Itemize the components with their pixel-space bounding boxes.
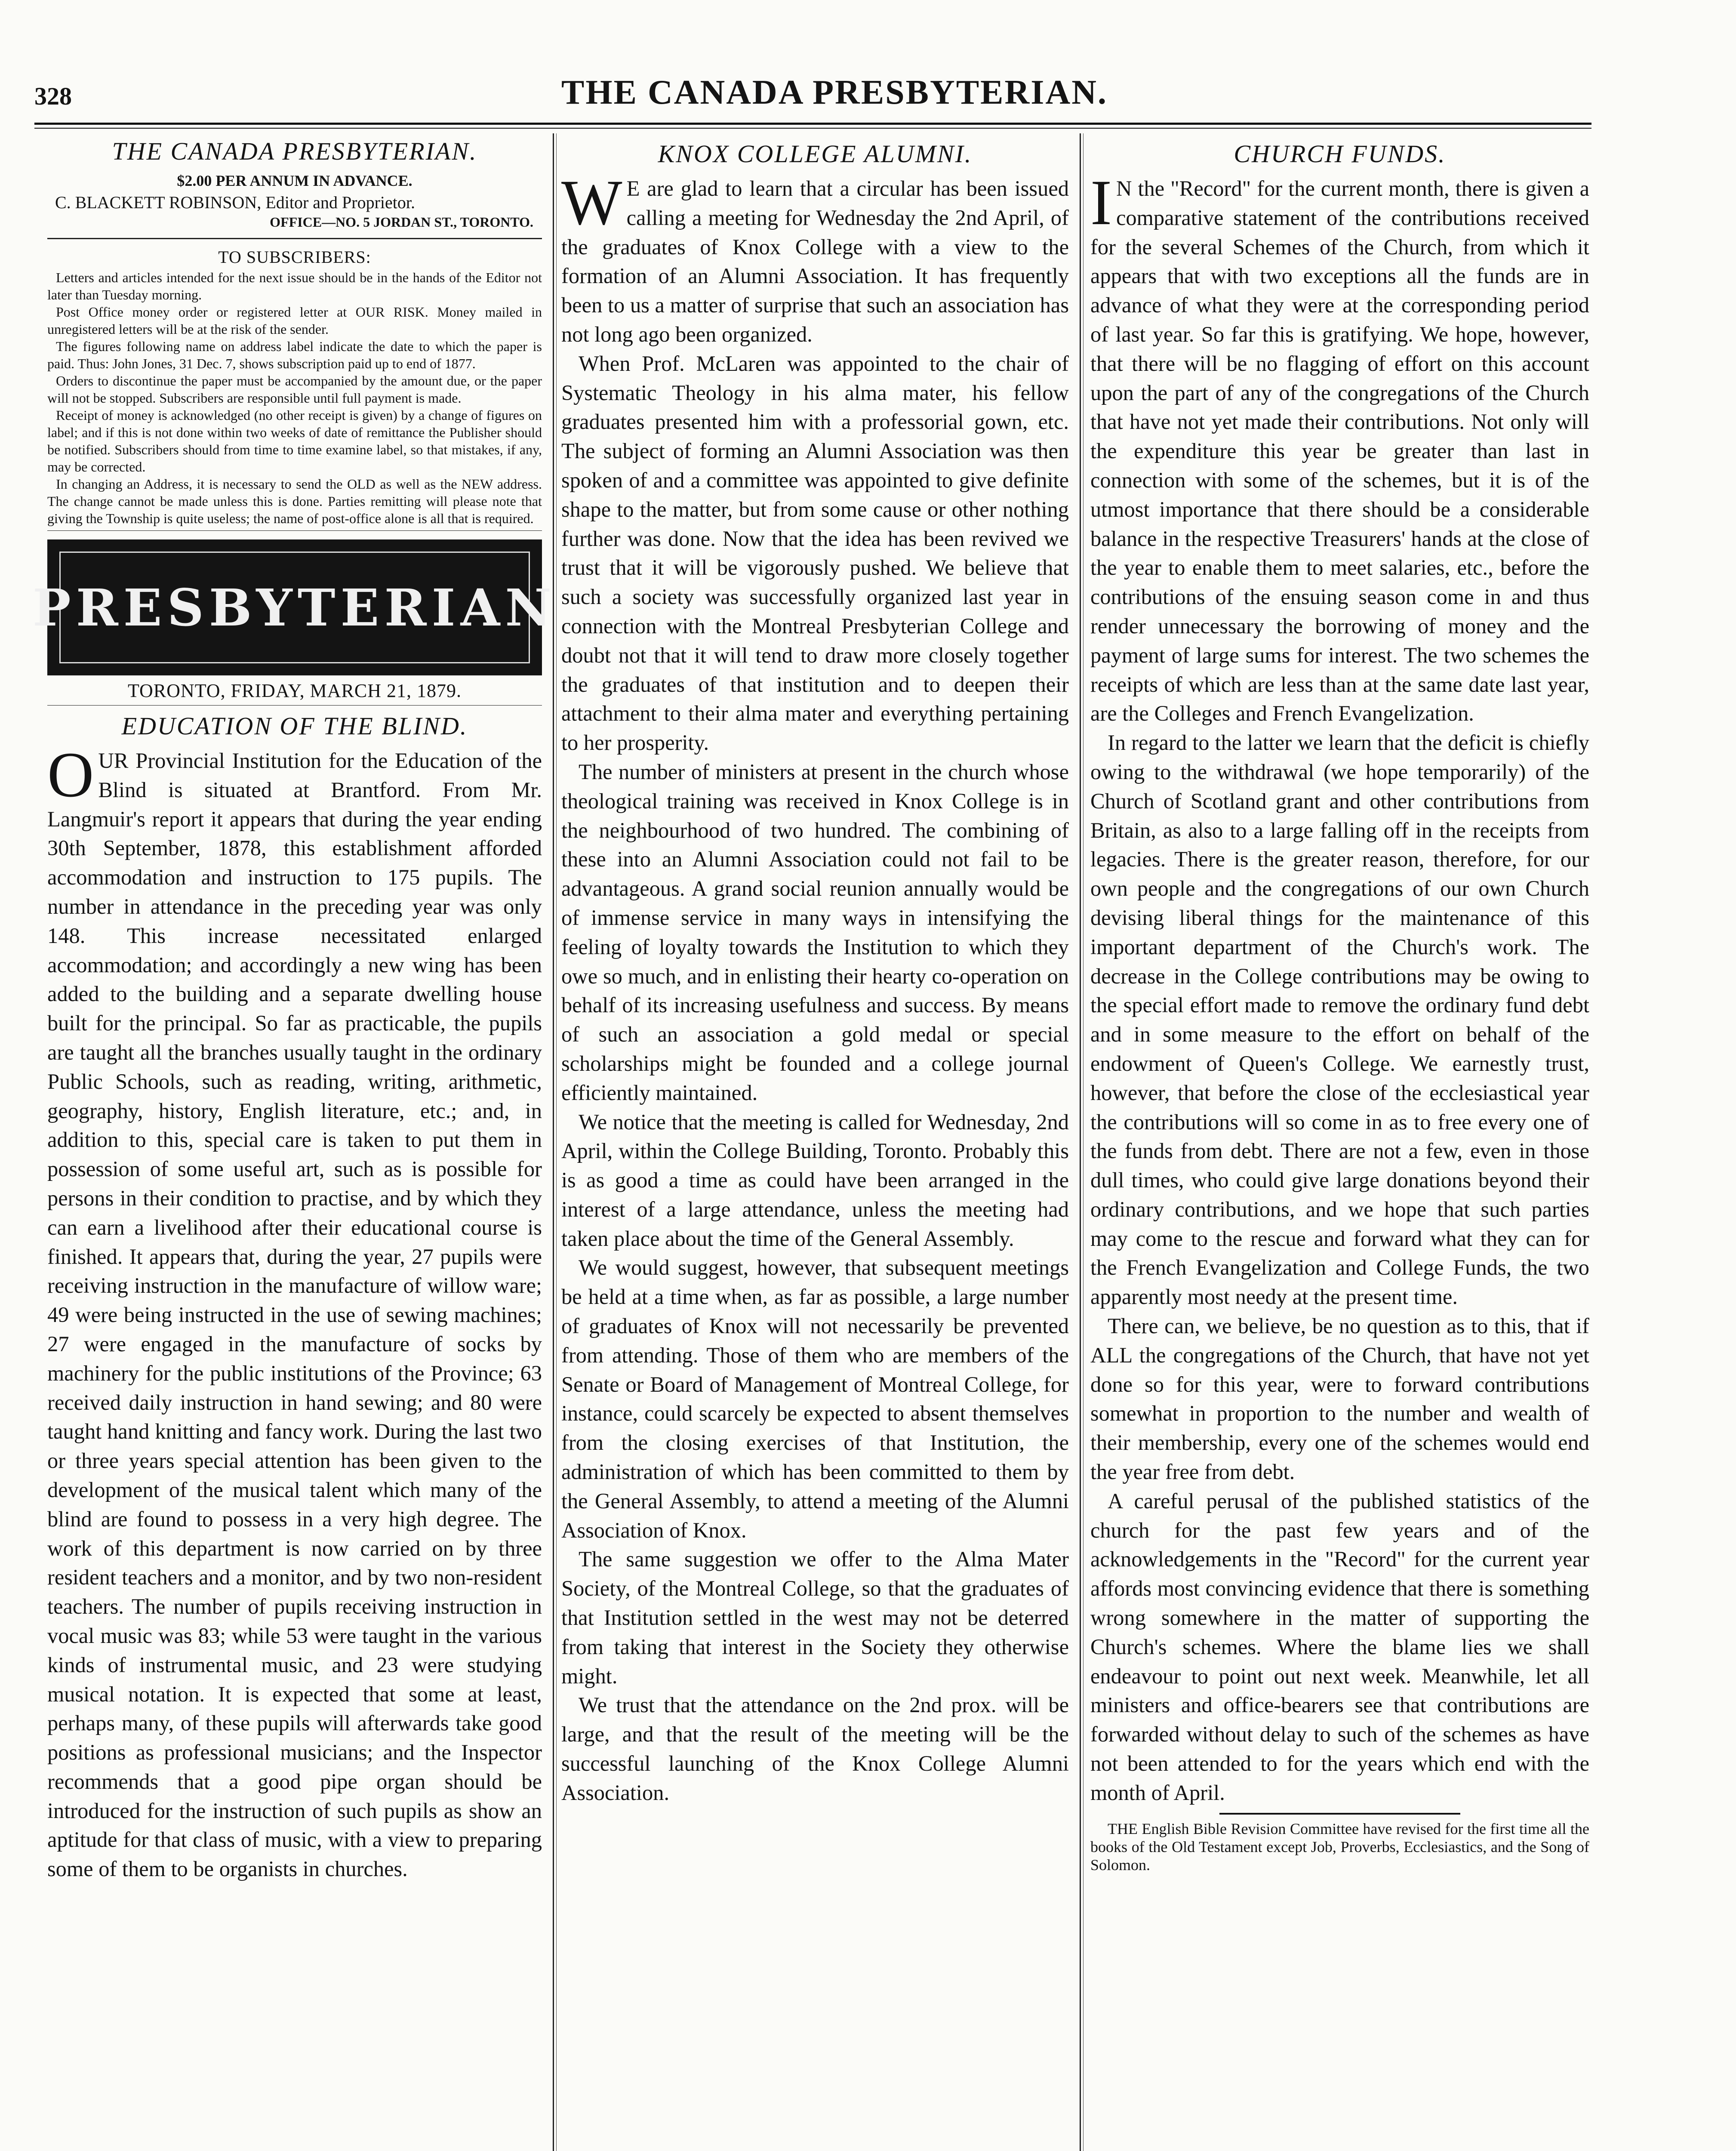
note-rule [1219, 1813, 1460, 1815]
column-divider [553, 133, 554, 2151]
article-paragraph: The number of ministers at present in the church whose theological training was received in Knox College is in the neighbourhood of two hundred. The combining of these into an Alumni Association could not fail to be advantageous. A grand social reunion annually would be of immense service in many ways in intensifying the feeling of loyalty towards the Institution to which they owe so much, and in enlisting their hearty co-operation on behalf of its increasing usefulness and success. By means of such an association a gold medal or special scholarships might be founded and a college journal efficiently maintained. [561, 759, 1069, 1105]
article-paragraph: We notice that the meeting is called for Wednesday, 2nd April, within the College Building, Toronto. Probably this is as good a time as could have been arranged in the interest of a large attendance, unless the meeting had taken place about the time of the General Assembly. [561, 1109, 1069, 1251]
header-rule-thin [34, 128, 1591, 129]
article-paragraph: OUR Provincial Institution for the Education of the Blind is situated at Brantford. From Mr. Langmuir's report it appears that during the year ending 30th September, 1878, this establishment afforded accommodation and instruction to 175 pupils. The number in attendance in the preceding year was only 148. This increase necessitated enlarged accommodation; and accordingly a new wing has been added to the building and a separate dwelling house built for the principal. So far as practicable, the pupils are taught all the branches usually taught in the ordinary Public Schools, such as reading, writing, arithmetic, geography, history, English literature, etc.; and, in addition to this, special care is taken to put them in possession of some useful art, such as is possible for persons in their condition to practise, and by which they can earn a livelihood after their educational course is finished. It appears that, during the year, 27 pupils were receiving instruction in the manufacture of willow ware; 49 were being instructed in the use of sewing machines; 27 were engaged in the manufacture of socks by machinery for the public institutions of the Province; 63 received daily instruction in hand sewing; and 80 were taught hand knitting and fancy work. During the last two or three years special attention has been given to the development of the musical talent which many of the blind are found to possess in a very high degree. The work of this department is now carried on by three resident teachers and a monitor, and by two non-resident teachers. The number of pupils receiving instruction in vocal music was 83; while 53 were taught in the various kinds of instrumental music, and 23 were studying musical notation. It is expected that some at least, perhaps many, of these pupils will afterwards take good positions as professional musicians; and the Inspector recommends that a good pipe organ should be introduced for the instruction of such pupils as show an aptitude for that class of music, with a view to preparing some of them to be organists in churches. [47, 739, 542, 1881]
section-rule [47, 705, 542, 706]
column-middle [561, 133, 1069, 2151]
bible-revision-note: THE English Bible Revision Committee have revised for the first time all the books of the Old Testament except Job, Proverbs, Ecclesiastics, and the Song of Solomon. [1090, 1820, 1589, 1874]
article-paragraph: The same suggestion we offer to the Alma Mater Society, of the Montreal College, so that the graduates of that Institution settled in the west may not be deterred from taking that interest in the Society they otherwise might. [561, 1547, 1069, 1688]
page-number: 328 [34, 82, 72, 110]
logo-text: PRESBYTERIAN [32, 577, 557, 638]
article-paragraph: IN the "Record" for the current month, there is given a comparative statement of the contributions received for the several Schemes of the Church, from which it appears that with two exceptions all the funds are in advance of what they were at the corresponding period of last year. So far this is gratifying. We hope, however, that there will be no flagging of effort on this account upon the part of any of the congregations of the Church that have not yet made their contributions. Not only will the expenditure this year be greater than last in connection with some of the schemes, but it is of the utmost importance that there should be a considerable balance in the respective Treasurers' hands at the close of the year to enable them to meet salaries, etc., before the contributions of the ensuing season come in and thus render unnecessary the borrowing of money and the payment of large sums for interest. The two schemes the receipts of which are less than at the same date last year, are the Colleges and French Evangelization. [1090, 167, 1589, 726]
article-title-church-funds: CHURCH FUNDS. [1234, 140, 1446, 168]
column-left [32, 133, 557, 2151]
subscriber-notice: Orders to discontinue the paper must be accompanied by the amount due, or the paper will not be stopped. Subscribers are responsible until full payment is made. [47, 373, 542, 406]
column-right [1090, 133, 1589, 2151]
article-paragraph: There can, we believe, be no question as to this, that if ALL the congregations of the Church, that have not yet done so for this year, were to forward contributions somewhat in proportion to the number and wealth of their membership, every one of the schemes would end the year free from debt. [1090, 1314, 1589, 1484]
article-paragraph: WE are glad to learn that a circular has been issued calling a meeting for Wednesday the 2nd April, of the graduates of Knox College with a view to the formation of an Alumni Association. It has frequently been to us a matter of surprise that such an association has not long ago been organized. [561, 167, 1069, 346]
column-divider [556, 133, 557, 2151]
article-paragraph: When Prof. McLaren was appointed to the chair of Systematic Theology in his alma mater, his fellow graduates presented him with a professorial gown, etc. The subject of forming an Alumni Association was then spoken of and a committee was appointed to give definite shape to the matter, but from some cause or other nothing further was done. Now that the idea has been revived we trust that it will be vigorously pushed. We believe that such a society was successfully organized last year in connection with the Montreal Presbyterian College and doubt not that it will tend to draw more closely together the graduates of that institution and to deepen their attachment to their alma mater and everything pertaining to her prosperity. [561, 351, 1069, 755]
header-rule [34, 123, 1591, 125]
office-address: OFFICE—NO. 5 JORDAN ST., TORONTO. [270, 214, 533, 230]
article-paragraph: In regard to the latter we learn that the deficit is chiefly owing to the withdrawal (we hope temporarily) of the Church of Scotland grant and other contributions from Britain, as also to a large falling off in the receipts from legacies. There is the greater reason, therefore, for our own people and the congregations of our own Church devising liberal things for the maintenance of this important department of the Church's work. The decrease in the College contributions may be owing to the special effort made to remove the ordinary fund debt and in some measure to the effort on behalf of the endowment of Queen's College. We earnestly trust, however, that before the close of the ecclesiastical year the contributions will so come in as to free every one of the funds from debt. There are not a few, even in those dull times, who could give large donations beyond their ordinary contributions, and we hope that such parties may come to the rescue and forward what they can for the French Evangelization and College Funds, the two apparently most needy at the present time. [1090, 730, 1589, 1309]
subscriber-notice: Letters and articles intended for the next issue should be in the hands of the Editor not later than Tuesday morning. [47, 270, 542, 302]
section-rule [47, 530, 542, 531]
subscriber-notice: Receipt of money is acknowledged (no other receipt is given) by a change of figures on label; and if this is not done within two weeks of date of remittance the Publisher should be notified. Subscribers should from time to time examine label, so that mistakes, if any, may be corrected. [47, 407, 542, 475]
article-title-knox-alumni: KNOX COLLEGE ALUMNI. [658, 140, 973, 168]
article-paragraph: A careful perusal of the published statistics of the church for the past few years and of the acknowledgements in the "Record" for the current year affords most convincing evidence that there is something wrong somewhere in the matter of supporting the Church's schemes. Where the blame lies we shall endeavour to point out next week. Meanwhile, let all ministers and office-bearers see that contributions are forwarded without delay to such of the schemes as have not been attended to for the years which end with the month of April. [1090, 1488, 1589, 1805]
subscription-price: $2.00 PER ANNUM IN ADVANCE. [177, 172, 412, 189]
article-title-education-blind: EDUCATION OF THE BLIND. [121, 712, 468, 740]
subscriber-notice: Post Office money order or registered letter at OUR RISK. Money mailed in unregistered letters will be at the risk of the sender. [47, 304, 542, 337]
subscribers-heading: TO SUBSCRIBERS: [218, 247, 371, 267]
section-rule [47, 238, 542, 239]
article-paragraph: We would suggest, however, that subsequent meetings be held at a time when, as far as possible, a large number of graduates of Knox will not necessarily be prevented from attending. Those of them who are members of the Senate or Board of Management of Montreal College, for instance, could scarcely be expected to absent themselves from the closing exercises of that Institution, the administration of which has been committed to them by the General Assembly, to attend a meeting of the Alumni Association of Knox. [561, 1255, 1069, 1542]
masthead: THE CANADA PRESBYTERIAN. [561, 74, 1108, 111]
publisher-line: C. BLACKETT ROBINSON, Editor and Proprietor. [55, 193, 416, 212]
article-paragraph: We trust that the attendance on the 2nd prox. will be large, and that the result of the meeting will be the successful launching of the Knox College Alumni Association. [561, 1693, 1069, 1805]
presbyterian-logo-banner [32, 539, 557, 675]
dateline: TORONTO, FRIDAY, MARCH 21, 1879. [127, 680, 462, 701]
paper-title: THE CANADA PRESBYTERIAN. [112, 137, 477, 165]
subscriber-notice: In changing an Address, it is necessary to send the OLD as well as the NEW address. The change cannot be made unless this is done. Parties remitting will please note that giving the Township is quite useless; the name of post-office alone is all that is required. [47, 476, 542, 526]
column-divider [1080, 133, 1081, 2151]
subscriber-notice: The figures following name on address label indicate the date to which the paper is paid. Thus: John Jones, 31 Dec. 7, shows subscription paid up to end of 1877. [47, 339, 542, 371]
page-header [34, 73, 1591, 120]
